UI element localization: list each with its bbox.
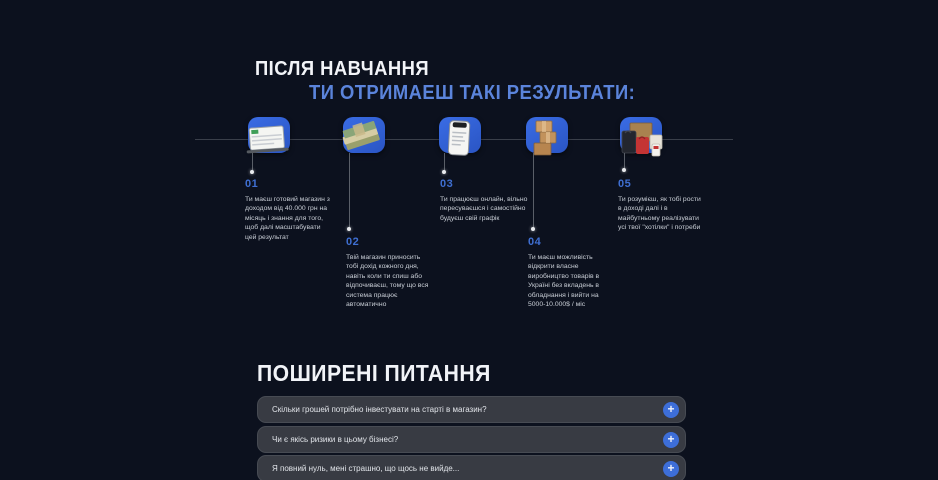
step-number: 01 [245,178,259,190]
products-bags-icon [620,117,662,153]
connector-dot [442,170,446,174]
faq-item-3[interactable] [257,455,686,480]
faq-title: ПОШИРЕНІ ПИТАННЯ [257,360,491,386]
connector-dot [347,227,351,231]
money-stack-icon [343,117,385,153]
connector-dot [531,227,535,231]
step-number: 05 [618,178,632,190]
step-text: Ти розумієш, як тобі рости в доході далі і в майбутньому реалізувати усі твої "хотілки" і потреби [618,196,701,232]
faq-item-2[interactable] [257,426,686,453]
step-text: Ти працюєш онлайн, вільно пересуваєшся і самостійно будуєш свій графік [440,196,528,222]
step-number: 03 [440,178,454,190]
step-number: 02 [346,236,360,248]
connector-dot [622,168,626,172]
faq-question: Чи є якісь ризики в цьому бізнесі? [272,435,399,444]
faq-question: Скільки грошей потрібно інвестувати на старті в магазин? [272,405,487,414]
faq-question: Я повний нуль, мені страшно, що щось не вийде... [272,464,460,473]
faq-item-1[interactable] [257,396,686,423]
plus-icon[interactable]: + [663,402,679,418]
cardboard-boxes-icon [526,117,568,153]
connector-line [349,153,350,228]
step-text: Ти маєш готовий магазин з доходом від 40.000 грн на місяць і знання для того, щоб далі масштабувати цей результат [245,196,330,241]
connector-dot [250,170,254,174]
connector-line [533,153,534,228]
step-text: Ти маєш можливість відкрити власне виробництво товарів в Україні без вкладень в обладнання і вийти на 5000-10.000$ / міс [528,254,600,308]
laptop-spreadsheet-icon [248,117,290,153]
page-title-line2: ТИ ОТРИМАЕШ ТАКІ РЕЗУЛЬТАТИ: [309,82,636,104]
step-number: 04 [528,236,542,248]
plus-icon[interactable]: + [663,432,679,448]
step-text: Твій магазин приносить тобі дохід кожного дня, навіть коли ти спиш або відпочиваєш, тому що вся система працює автоматично [346,254,429,308]
plus-icon[interactable]: + [663,461,679,477]
phone-receipt-icon [439,117,481,153]
page-title-line1: ПІСЛЯ НАВЧАННЯ [255,58,430,80]
